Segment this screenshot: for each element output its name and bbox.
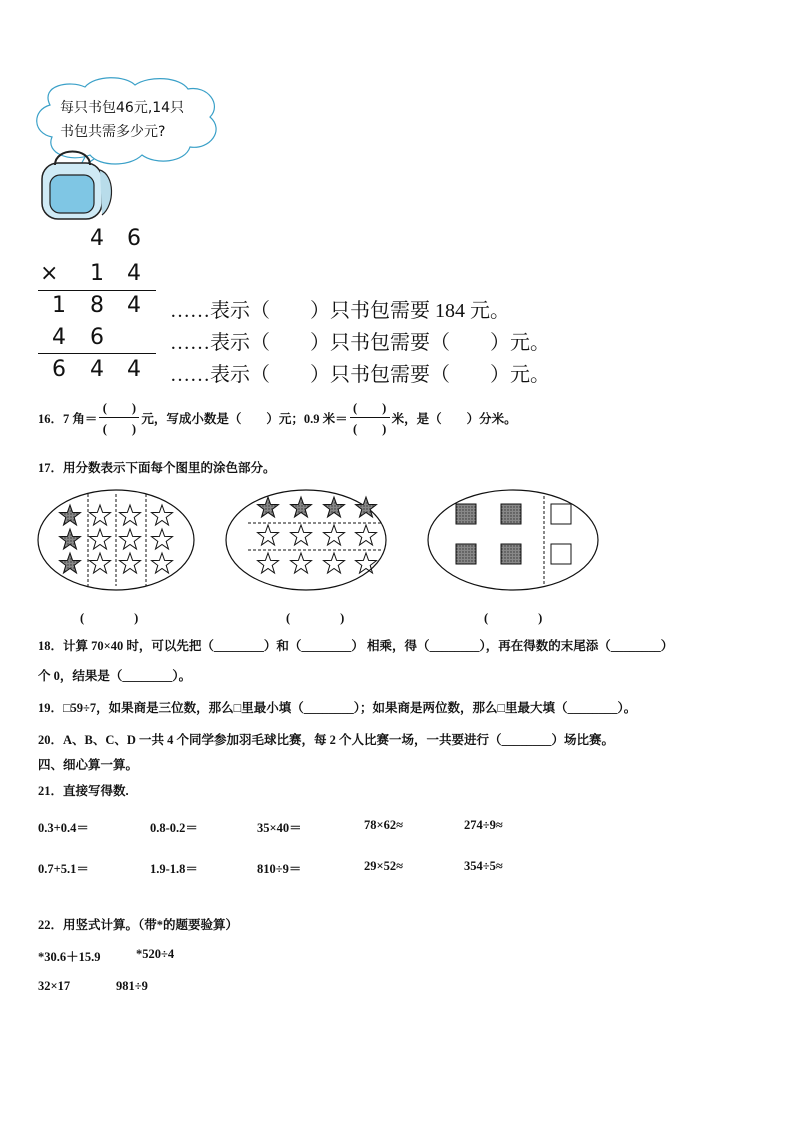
math-item: 0.3+0.4＝ xyxy=(38,821,89,835)
math-item: 354÷5≈ xyxy=(464,859,503,873)
vertical-calc-item: *520÷4 xyxy=(136,947,175,961)
vertical-calc-item: 32×17 xyxy=(38,979,71,993)
denominator-blank[interactable]: ( ) xyxy=(102,422,137,436)
digit: 6 xyxy=(127,226,141,251)
q16-suffix: 米，是（ ）分米。 xyxy=(391,411,517,426)
digit: 1 xyxy=(52,293,66,318)
question-20: 20．A、B、C、D 一共 4 个同学参加羽毛球比赛，每 2 个人比赛一场，一共要进行（________）场比赛。 xyxy=(38,733,615,747)
question-17: 17．用分数表示下面每个图里的涂色部分。 xyxy=(38,461,276,475)
answer-blank-2[interactable]: ( ) xyxy=(286,611,345,625)
vertical-calc-item: 981÷9 xyxy=(116,979,148,993)
divider-line xyxy=(38,290,156,291)
digit: 4 xyxy=(127,357,141,382)
answer-blank-3[interactable]: ( ) xyxy=(484,611,543,625)
math-item: 0.7+5.1＝ xyxy=(38,862,89,876)
digit: 1 xyxy=(90,261,104,286)
bubble-line-2: 书包共需多少元? xyxy=(60,124,166,140)
figure-1-stars-columns xyxy=(38,490,194,590)
note-line-3: ……表示（ ）只书包需要（ ）元。 xyxy=(170,364,550,386)
digit: 4 xyxy=(127,293,141,318)
math-item: 810÷9＝ xyxy=(257,862,302,876)
math-item: 274÷9≈ xyxy=(464,818,503,832)
question-21: 21．直接写得数. xyxy=(38,784,129,798)
denominator-blank[interactable]: ( ) xyxy=(352,422,387,436)
note-line-1: ……表示（ ）只书包需要 184 元。 xyxy=(170,300,510,322)
question-22: 22．用竖式计算。（带*的题要验算） xyxy=(38,918,239,932)
q16-prefix: 16．7 角＝ xyxy=(38,411,98,426)
digit: 4 xyxy=(90,357,104,382)
question-16 xyxy=(38,398,517,437)
digit: 4 xyxy=(127,261,141,286)
math-item: 1.9-1.8＝ xyxy=(150,862,198,876)
digit: 6 xyxy=(90,325,104,350)
fraction-blank[interactable] xyxy=(350,398,390,437)
bubble-text xyxy=(60,96,184,144)
shading-figures xyxy=(36,488,606,593)
question-18-line-1: 18．计算 70×40 时，可以先把（________）和（________） 相乘，得（________），再在得数的末尾添（________） xyxy=(38,639,674,653)
question-19: 19．□59÷7，如果商是三位数，那么□里最小填（________）；如果商是两位数，那么□里最大填（________）。 xyxy=(38,701,637,715)
figure-3-squares xyxy=(428,490,598,590)
digit: 6 xyxy=(52,357,66,382)
divider-line xyxy=(38,353,156,354)
figure-2-stars-rows xyxy=(226,490,386,590)
q16-middle: 元，写成小数是（ ）元；0.9 米＝ xyxy=(141,411,348,426)
math-item: 29×52≈ xyxy=(364,859,403,873)
fraction-blank[interactable] xyxy=(99,398,139,437)
math-item: 35×40＝ xyxy=(257,821,302,835)
question-18-line-2: 个 0，结果是（________）。 xyxy=(38,669,192,683)
numerator-blank[interactable]: ( ) xyxy=(102,401,137,415)
bubble-line-1: 每只书包46元,14只 xyxy=(60,100,185,116)
digit: 8 xyxy=(90,293,104,318)
digit: 4 xyxy=(52,325,66,350)
section-heading: 四、细心算一算。 xyxy=(38,758,139,772)
digit: 4 xyxy=(90,226,104,251)
numerator-blank[interactable]: ( ) xyxy=(352,401,387,415)
answer-blank-1[interactable]: ( ) xyxy=(80,611,139,625)
math-item: 78×62≈ xyxy=(364,818,403,832)
vertical-calc-item: *30.6＋15.9 xyxy=(38,950,101,964)
math-item: 0.8-0.2＝ xyxy=(150,821,198,835)
multiply-sign: × xyxy=(40,261,59,286)
note-line-2: ……表示（ ）只书包需要（ ）元。 xyxy=(170,332,550,354)
